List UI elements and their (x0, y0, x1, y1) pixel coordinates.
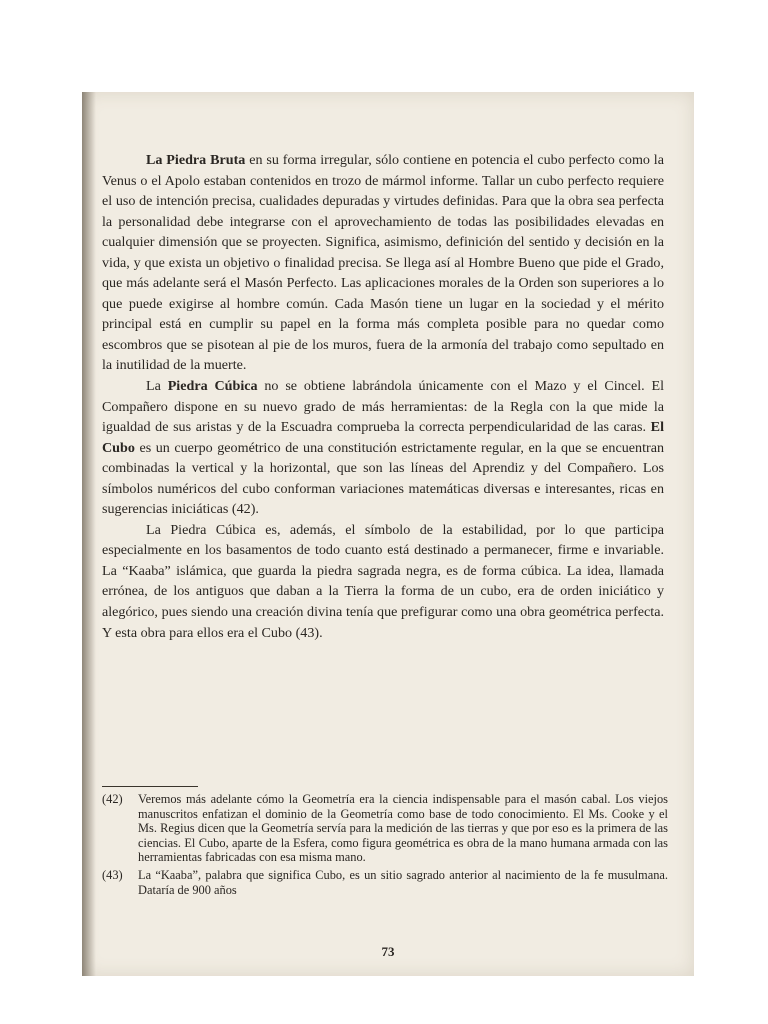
main-text (102, 150, 664, 643)
binding-shadow (82, 92, 96, 976)
page-number: 73 (381, 944, 395, 959)
footnote-43 (102, 868, 668, 897)
term-el-cubo: El Cubo (102, 419, 664, 456)
paragraph-text: es un cuerpo geométrico de una constitución estrictamente regular, en la que se encuentran combinadas la vertical y la horizontal, que son las líneas del Aprendiz y del Compañero. Los símbolos numéricos del cubo conforman variaciones matemáticas diversas e interesantes, ricas en sugerencias iniciáticas (42). (102, 439, 664, 518)
paragraph-text: en su forma irregular, sólo contiene en potencia el cubo perfecto como la Venus o el Apolo estaban contenidos en trozo de mármol informe. Tallar un cubo perfecto requiere el uso de intención precisa, cualidades depuradas y virtudes definidas. Para que la obra sea perfecta la personalidad debe integrarse con el aprovechamiento de todas las posibilidades elevadas en cualquier dimensión que se proyecten. Significa, asimismo, definición del sentido y decisión en la vida, y que exista un objetivo o finalidad precisa. Se llega así al Hombre Bueno que pide el Grado, que más adelante será el Masón Perfecto. Las aplicaciones morales de la Orden son superiores a lo que puede exigirse al hombre común. Cada Masón tiene un lugar en la sociedad y el mérito principal está en cumplir su papel en la forma más completa posible para no quedar como escombros que se pisotean al pie de los muros, fuera de la armonía del trabajo como sepultado en la inutilidad de la muerte. (102, 152, 664, 374)
footnote-number: (43) (102, 867, 123, 882)
term-piedra-cubica: Piedra Cúbica (167, 378, 258, 395)
footnote-42 (102, 792, 668, 865)
paragraph-text: La Piedra Cúbica es, además, el símbolo de la estabilidad, por lo que participa especialmente en los basamentos de todo cuanto está destinado a permanecer, firme e invariable. La “Kaaba” islámica, que guarda la piedra sagrada negra, es de forma cúbica. La idea, llamada errónea, de los antiguos que daban a la Tierra la forma de un cubo, era de orden iniciático y alegórico, pues siendo una creación divina tenía que prefigurar como una obra geométrica perfecta. Y esta obra para ellos era el Cubo (43). (102, 521, 664, 641)
paragraph-piedra-cubica (102, 376, 664, 520)
footnote-divider (102, 786, 198, 787)
footnote-text: La “Kaaba”, palabra que significa Cubo, es un sitio sagrado anterior al nacimiento de la fe musulmana. Dataría de 900 años (138, 867, 668, 897)
footnotes (102, 792, 668, 900)
paragraph-estabilidad (102, 520, 664, 643)
paragraph-piedra-bruta (102, 150, 664, 376)
paragraph-lead: La (146, 378, 168, 395)
footnote-number: (42) (102, 792, 123, 806)
paragraph-text: no se obtiene labrándola únicamente con el Mazo y el Cincel. El Compañero dispone en su nuevo grado de más herramientas: de la Regla con la que mide la igualdad de sus aristas y de la Escuadra comprueba la correcta perpendicularidad de las caras. (102, 378, 664, 436)
footnote-text: Veremos más adelante cómo la Geometría era la ciencia indispensable para el masón cabal. Los viejos manuscritos enfatizan el dominio de la Geometría como base de todo conocimiento. El Ms. Cooke y el Ms. Regius dicen que la Geometría servía para la medición de las tierras y que por eso es la primera de las ciencias. El Cubo, aparte de la Esfera, como figura geométrica es obra de la mano humana armada con las herramientas fabricadas con esa misma mano. (138, 792, 668, 865)
term-piedra-bruta: La Piedra Bruta (146, 152, 246, 168)
book-page (82, 92, 694, 976)
